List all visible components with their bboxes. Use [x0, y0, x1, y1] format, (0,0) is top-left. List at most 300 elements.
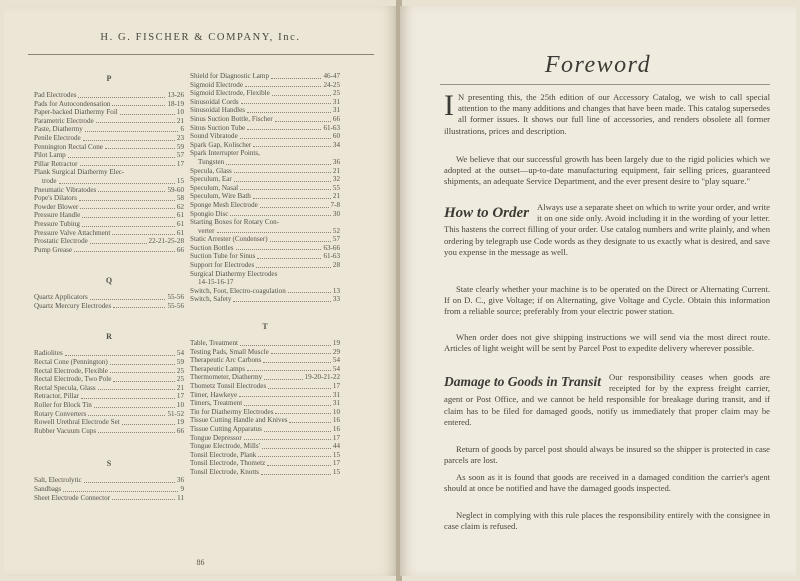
- index-entry-page: 31: [332, 399, 340, 408]
- leader-dots: [240, 184, 331, 191]
- intro-paragraph: [444, 89, 770, 137]
- index-entry-page: 11: [177, 493, 184, 502]
- index-entry-label: Switch, Foot, Electro-coagulation: [190, 286, 286, 295]
- index-entry-page: 36: [332, 157, 340, 166]
- leader-dots: [120, 108, 175, 115]
- index-entry-page: 21: [176, 383, 184, 392]
- index-entry-page: 9: [180, 485, 184, 493]
- index-entry-page: 15: [176, 176, 184, 185]
- index-entry-page: 28: [332, 261, 340, 270]
- index-entry: [34, 494, 184, 503]
- index-entry: [190, 278, 340, 287]
- index-entry-page: 32: [332, 175, 340, 184]
- index-entry-label: Thermometer, Diathermy: [190, 373, 263, 382]
- leader-dots: [253, 192, 331, 199]
- index-column-1: [34, 74, 184, 502]
- index-entry-label: Pressure Tubing: [34, 219, 80, 228]
- leader-dots: [96, 117, 175, 124]
- index-entry: [190, 124, 340, 133]
- index-entry-label: Sandbags: [34, 485, 62, 493]
- index-entry-page: 66: [332, 114, 340, 123]
- leader-dots: [240, 339, 331, 346]
- index-entry: [34, 177, 184, 186]
- index-entry-page: 16: [332, 416, 340, 425]
- index-entry: [34, 220, 184, 229]
- index-entry-label: Spongio Disc: [190, 209, 229, 218]
- index-entry-label: Plank Surgical Diathermy Elec-: [34, 168, 125, 177]
- index-entry-label: Rectal Electrode, Flexible: [34, 366, 108, 375]
- index-entry-page: 16: [332, 424, 340, 433]
- index-entry-page: 59: [176, 358, 184, 367]
- index-entry-label: Pneumatic Vibratodes: [34, 185, 97, 194]
- title-rule: [440, 84, 770, 85]
- index-entry-page: 17: [332, 433, 340, 442]
- index-entry: [190, 434, 340, 443]
- index-entry: [190, 442, 340, 451]
- index-entry-label: Timer, Hawkeye: [190, 390, 238, 399]
- index-entry-page: 23: [176, 133, 184, 142]
- index-entry: [34, 160, 184, 169]
- leader-dots: [264, 425, 331, 432]
- index-entry: [190, 339, 340, 348]
- index-entry-label: Penile Electrode: [34, 133, 81, 142]
- index-entry-page: 15: [332, 467, 340, 476]
- index-entry-label: Salt, Electrolytic: [34, 476, 82, 485]
- index-entry-page: 55: [332, 183, 340, 192]
- index-entry: [190, 365, 340, 374]
- index-entry: [34, 358, 184, 367]
- index-column-2: [190, 72, 340, 477]
- index-entry: [34, 476, 184, 485]
- leader-dots: [122, 418, 175, 425]
- index-entry-page: 13: [332, 286, 340, 295]
- index-entry: [190, 295, 340, 304]
- index-entry: [34, 237, 184, 246]
- leader-dots: [113, 302, 165, 309]
- index-entry-page: 31: [332, 106, 340, 115]
- index-entry-label: Rectal Cone (Pennington): [34, 358, 108, 367]
- damage-heading: Damage to Goods in Transit: [444, 374, 602, 389]
- index-entry: [34, 125, 184, 134]
- index-entry-label: Sound Vibratode: [190, 132, 238, 141]
- index-entry: [190, 106, 340, 115]
- index-entry-label: Tonsil Electrode, Knotts: [190, 467, 260, 476]
- index-entry: [190, 468, 340, 477]
- index-entry-page: 25: [176, 366, 184, 375]
- shipping-paragraph: When order does not give shipping instructions we will send via the most direct route. Articles of light weight will be sent by Parcel Post to expedite delivery wherever possible.: [444, 332, 770, 354]
- leader-dots: [236, 244, 322, 251]
- leader-dots: [240, 132, 331, 139]
- index-entry: [190, 270, 340, 279]
- index-entry-label: Sinusoidal Cords: [190, 97, 239, 106]
- leader-dots: [105, 143, 175, 150]
- index-entry-label: 14-15-16-17: [198, 278, 234, 287]
- leader-dots: [230, 210, 330, 217]
- index-entry: [190, 252, 340, 261]
- leader-dots: [80, 160, 175, 167]
- index-entry: [190, 382, 340, 391]
- index-entry-page: 60: [332, 132, 340, 141]
- leader-dots: [260, 201, 329, 208]
- index-entry-page: 59-60: [167, 185, 184, 194]
- leader-dots: [275, 115, 331, 122]
- index-entry-label: Sheet Electrode Connector: [34, 493, 111, 502]
- index-entry-page: 57: [332, 235, 340, 244]
- leader-dots: [98, 384, 175, 391]
- index-entry-page: 61-63: [323, 252, 340, 261]
- leader-dots: [90, 237, 147, 244]
- inspection-paragraph: As soon as it is found that goods are received in a damaged condition the carrier's agent should at once be notified and have the damaged goods inspected.: [444, 472, 770, 494]
- index-entry-page: 63-66: [323, 243, 340, 252]
- index-entry-label: Pump Grease: [34, 245, 73, 254]
- index-entry: [190, 391, 340, 400]
- index-entry: [34, 186, 184, 195]
- index-entry-page: 33: [332, 295, 340, 304]
- index-entry: [190, 201, 340, 210]
- index-entry-label: Sigmoid Electrode: [190, 80, 243, 89]
- leader-dots: [63, 485, 178, 492]
- index-entry-page: 6: [180, 125, 184, 134]
- index-entry-page: 59: [176, 142, 184, 151]
- leader-dots: [271, 348, 331, 355]
- index-entry-page: 54: [176, 349, 184, 358]
- index-entry: [34, 203, 184, 212]
- index-entry: [34, 410, 184, 419]
- leader-dots: [288, 287, 331, 294]
- index-entry-label: Pilot Lamp: [34, 151, 66, 160]
- index-entry-label: Rectal Specula, Glass: [34, 383, 96, 392]
- leader-dots: [264, 373, 302, 380]
- index-entry: [190, 261, 340, 270]
- index-entry: [190, 348, 340, 357]
- index-entry: [34, 293, 184, 302]
- leader-dots: [275, 408, 330, 415]
- page-number: 86: [196, 558, 205, 567]
- index-entry: [190, 416, 340, 425]
- index-entry-page: 10: [176, 108, 184, 117]
- leader-dots: [112, 229, 175, 236]
- index-entry-page: 17: [176, 159, 184, 168]
- index-entry: [34, 302, 184, 311]
- index-entry: [34, 392, 184, 401]
- index-entry: [34, 117, 184, 126]
- index-entry: [190, 167, 340, 176]
- index-entry-label: Suction Tube for Sinus: [190, 252, 256, 261]
- index-entry-label: Shield for Diagnostic Lamp: [190, 72, 270, 80]
- index-entry: [190, 175, 340, 184]
- index-entry: [34, 194, 184, 203]
- index-entry-page: 10: [332, 407, 340, 416]
- index-entry: [190, 218, 340, 227]
- current-paragraph: State clearly whether your machine is to be operated on the Direct or Alternating Current. If on D. C., give Voltage; if on Alternating, give Voltage and Cycle. Obtain this information from a reliable source; preferably from your electric power station.: [444, 284, 770, 317]
- leader-dots: [247, 365, 331, 372]
- index-entry-page: 55-56: [167, 301, 184, 310]
- leader-dots: [79, 194, 175, 201]
- index-entry-label: Tungsten: [198, 157, 225, 166]
- leader-dots: [113, 375, 175, 382]
- index-entry-page: 13-26: [167, 91, 184, 99]
- index-entry: [190, 244, 340, 253]
- index-entry-page: 34: [332, 140, 340, 149]
- index-entry-label: Tongue Electrode, Mills': [190, 442, 260, 451]
- index-entry-page: 51-52: [167, 409, 184, 418]
- leader-dots: [80, 203, 175, 210]
- how-to-order-text: Always use a separate sheet on which to write your order, and write it on one side only. Avoid including it in the wording of your letter. This hastens the correct filling of your order. Use catalog numbers and write plainly, and when ordering by telegraph use Code words as they designate to us exactly what is desired, and save you expense in the message as well.: [444, 202, 770, 257]
- leader-dots: [59, 177, 175, 184]
- index-entry-page: 18-19: [167, 99, 184, 108]
- index-entry-page: 52: [332, 226, 340, 235]
- index-entry: [34, 108, 184, 117]
- leader-dots: [234, 167, 331, 174]
- index-entry-label: Tonsil Electrode, Thometz: [190, 459, 266, 468]
- index-section-letter: S: [106, 459, 112, 469]
- index-entry-label: Testing Pads, Small Muscle: [190, 347, 269, 356]
- index-entry: [34, 91, 184, 100]
- index-entry-label: Therapeutic Lamps: [190, 364, 245, 373]
- index-entry-page: 31: [332, 97, 340, 106]
- index-entry-label: Timers, Treatment: [190, 399, 243, 408]
- index-entry-page: 25: [176, 375, 184, 384]
- insurance-paragraph: Return of goods by parcel post should always be insured so the shipper is protected in case parcels are lost.: [444, 444, 770, 466]
- left-page: [4, 6, 397, 576]
- index-section-letter: Q: [105, 276, 113, 286]
- index-entry-label: Parametric Electrode: [34, 116, 94, 125]
- index-entry-label: Tongue Depressor: [190, 433, 242, 442]
- leader-dots: [270, 235, 331, 242]
- index-entry-page: 30: [332, 209, 340, 218]
- leader-dots: [84, 476, 175, 483]
- leader-dots: [112, 100, 165, 107]
- index-entry-label: Thometz Tonsil Electrodes: [190, 382, 267, 390]
- index-entry: [190, 158, 340, 167]
- leader-dots: [78, 91, 165, 98]
- index-entry-label: Quartz Mercury Electrodes: [34, 301, 112, 310]
- index-entry: [190, 373, 340, 382]
- index-entry-label: Rectal Electrode, Two Pole: [34, 375, 112, 384]
- leader-dots: [82, 220, 175, 227]
- leader-dots: [94, 401, 175, 408]
- leader-dots: [68, 151, 175, 158]
- page-title: Foreword: [544, 52, 652, 78]
- leader-dots: [226, 158, 331, 165]
- leader-dots: [82, 211, 175, 218]
- index-entry-label: verter: [198, 226, 215, 235]
- index-entry-page: 62: [176, 202, 184, 211]
- index-entry-label: Surgical Diathermy Electrodes: [190, 269, 278, 278]
- index-entry: [34, 485, 184, 494]
- index-entry: [190, 184, 340, 193]
- index-entry-label: Switch, Safety: [190, 295, 232, 304]
- index-entry: [34, 418, 184, 427]
- leader-dots: [244, 434, 331, 441]
- index-entry-label: Sinus Suction Bottle, Fischer: [190, 114, 273, 123]
- index-entry-page: 21: [332, 166, 340, 175]
- index-entry: [190, 287, 340, 296]
- index-entry-label: trode: [42, 176, 57, 185]
- leader-dots: [98, 427, 175, 434]
- index-entry-page: 58: [176, 194, 184, 203]
- leader-dots: [256, 261, 331, 268]
- index-entry: [34, 375, 184, 384]
- index-entry: [34, 367, 184, 376]
- index-entry-page: 10: [176, 401, 184, 410]
- damage-text: Our responsibility ceases when goods are receipted for by the express freight carrier, agent or Post Office, and we cannot be held responsible for breakage during transit, and if claim has to be filed for damaged goods, notify us immediately that proper claim may be entered.: [444, 372, 770, 427]
- leader-dots: [110, 358, 175, 365]
- how-to-order-heading: How to Order: [444, 205, 530, 221]
- index-entry: [190, 98, 340, 107]
- index-entry-label: Sinus Suction Tube: [190, 123, 246, 132]
- index-entry-page: 61: [176, 219, 184, 228]
- index-entry-label: Specula, Glass: [190, 166, 232, 175]
- index-entry: [34, 134, 184, 143]
- index-entry-label: Spark Interrupter Points,: [190, 149, 260, 158]
- index-entry-label: Tissue Cutting Apparatus: [190, 424, 262, 433]
- index-entry-page: 15: [332, 450, 340, 459]
- index-entry-label: Static Arrester (Condenser): [190, 235, 268, 244]
- index-entry-page: 29: [332, 347, 340, 356]
- index-entry-page: 55-56: [167, 293, 184, 302]
- index-entry-label: Roller for Block Tin: [34, 401, 92, 410]
- index-entry-page: 61: [176, 228, 184, 237]
- index-entry-label: Prostatic Electrode: [34, 237, 88, 246]
- index-entry-page: 17: [176, 392, 184, 401]
- index-entry-label: Retractor, Pillar: [34, 392, 80, 401]
- index-entry-label: Table, Treatment: [190, 339, 238, 348]
- index-entry: [34, 168, 184, 177]
- index-entry: [190, 408, 340, 417]
- index-entry-label: Pressure Handle: [34, 211, 81, 220]
- leader-dots: [244, 399, 331, 406]
- index-entry: [190, 210, 340, 219]
- index-entry: [190, 425, 340, 434]
- index-entry-label: Speculum, Nasal: [190, 183, 239, 192]
- index-section-letter: R: [106, 332, 112, 342]
- leader-dots: [74, 246, 175, 253]
- index-entry-page: 17: [332, 459, 340, 468]
- index-entry-label: Rotary Converters: [34, 409, 87, 418]
- index-entry: [34, 211, 184, 220]
- index-entry-label: Tissue Cutting Handle and Knives: [190, 416, 288, 425]
- index-entry-page: 54: [332, 356, 340, 365]
- index-entry-page: 61: [176, 211, 184, 220]
- index-entry: [34, 427, 184, 436]
- index-entry-label: Tin for Diathermy Electrodes: [190, 407, 274, 416]
- leader-dots: [267, 459, 331, 466]
- index-entry-label: Speculum, Ear: [190, 175, 232, 184]
- index-entry-label: Rubber Vacuum Cups: [34, 426, 97, 435]
- index-entry-page: 19: [332, 339, 340, 348]
- index-entry: [34, 401, 184, 410]
- index-entry: [190, 149, 340, 158]
- index-entry-label: Starting Boxes for Rotary Con-: [190, 218, 280, 227]
- leader-dots: [85, 125, 179, 132]
- index-entry-label: Paper-backed Diathermy Foil: [34, 108, 118, 117]
- leader-dots: [65, 349, 175, 356]
- leader-dots: [263, 356, 331, 363]
- index-entry: [190, 89, 340, 98]
- index-entry: [190, 132, 340, 141]
- index-entry-label: Quartz Applicators: [34, 293, 88, 302]
- leader-dots: [247, 124, 321, 131]
- leader-dots: [262, 442, 331, 449]
- leader-dots: [90, 293, 166, 300]
- index-entry-label: Pillar Retractor: [34, 159, 78, 168]
- index-entry: [190, 399, 340, 408]
- running-head: H. G. FISCHER & COMPANY, Inc.: [100, 32, 301, 43]
- leader-dots: [258, 451, 331, 458]
- leader-dots: [83, 134, 175, 141]
- leader-dots: [81, 392, 175, 399]
- index-entry-label: Pads for Autocondensation: [34, 99, 111, 108]
- index-entry-label: Therapeutic Arc Carbons: [190, 356, 262, 365]
- header-rule: [28, 54, 374, 55]
- leader-dots: [253, 141, 331, 148]
- damage-section: [444, 372, 770, 428]
- drop-cap: I: [444, 89, 454, 122]
- index-entry-label: Pennington Rectal Cone: [34, 142, 103, 151]
- right-page: [400, 6, 796, 576]
- index-entry-label: Suction Bottles: [190, 243, 234, 252]
- leader-dots: [257, 252, 321, 259]
- index-entry: [190, 72, 340, 81]
- index-entry-label: Rowell Urethral Electrode Set: [34, 418, 120, 427]
- index-entry-label: Speculum, Wire Bath: [190, 192, 251, 201]
- index-entry-page: 61-63: [323, 123, 340, 132]
- leader-dots: [271, 72, 321, 79]
- index-entry-page: 24-25: [323, 80, 340, 89]
- index-entry: [34, 246, 184, 255]
- growth-paragraph: We believe that our successful growth has been largely due to the rigid policies which we adopted at the outset—up-to-date manufacturing equipment, fair selling prices, guaranteed shipments, an adequate Service Department, and the ever present desire to "play square.": [444, 154, 770, 187]
- index-entry: [34, 349, 184, 358]
- index-entry-page: 46-47: [323, 72, 340, 80]
- leader-dots: [98, 186, 165, 193]
- leader-dots: [272, 89, 331, 96]
- index-entry-page: 57: [176, 151, 184, 160]
- index-entry-page: 66: [176, 245, 184, 254]
- index-entry-label: Radiolites: [34, 349, 63, 358]
- leader-dots: [112, 494, 175, 501]
- index-entry: [34, 384, 184, 393]
- index-entry-page: 44: [332, 442, 340, 451]
- index-entry-label: Powder Blower: [34, 202, 79, 211]
- index-entry: [190, 235, 340, 244]
- index-entry: [190, 451, 340, 460]
- index-entry-page: 21: [176, 116, 184, 125]
- index-section-letter: P: [106, 74, 112, 83]
- how-to-order-section: [444, 202, 770, 258]
- index-entry-page: 7-8: [330, 200, 340, 209]
- index-entry-page: 22-21-25-28: [148, 237, 184, 246]
- index-entry: [190, 115, 340, 124]
- index-section-letter: T: [262, 322, 268, 332]
- leader-dots: [110, 367, 175, 374]
- index-entry-page: 19: [176, 418, 184, 427]
- index-entry: [34, 229, 184, 238]
- leader-dots: [241, 98, 331, 105]
- index-entry-label: Sponge Mesh Electrode: [190, 200, 258, 209]
- index-entry-page: 31: [332, 390, 340, 399]
- index-entry-label: Tonsil Electrode, Plank: [190, 450, 257, 459]
- index-entry-label: Paste, Diathermy: [34, 125, 83, 134]
- index-entry: [34, 100, 184, 109]
- index-entry-page: 54: [332, 364, 340, 373]
- index-entry-label: Sigmoid Electrode, Flexible: [190, 89, 270, 98]
- leader-dots: [245, 81, 321, 88]
- index-entry-label: Sinusoidal Handles: [190, 106, 245, 115]
- index-entry-label: Support for Electrodes: [190, 261, 255, 270]
- leader-dots: [289, 416, 330, 423]
- leader-dots: [217, 227, 331, 234]
